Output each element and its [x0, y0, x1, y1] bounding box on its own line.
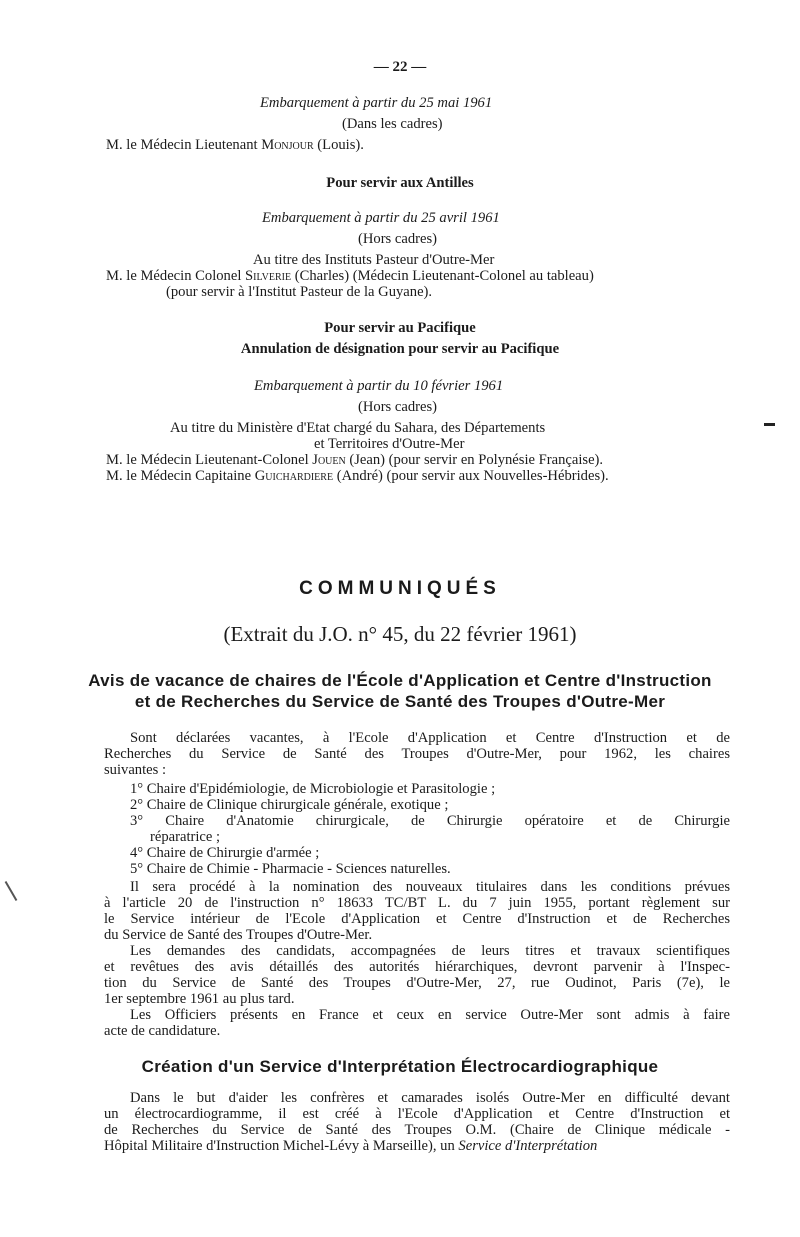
avis-para2-line3: tion du Service de Santé des Troupes d'Outre-Mer, 27, rue Oudinot, Paris (7e), le [104, 975, 730, 991]
chair-item-3-cont: réparatrice ; [150, 829, 221, 845]
avis-intro-line1: Sont déclarées vacantes, à l'Ecole d'Application et Centre d'Instruction et de [130, 730, 730, 746]
ecg-line2: un électrocardiogramme, il est créé à l'Ecole d'Application et Centre d'Instruction et [104, 1106, 730, 1122]
avis-intro-line2: Recherches du Service de Santé des Troupes d'Outre-Mer, pour 1962, les chaires [104, 746, 730, 762]
avis-para3-line2: acte de candidature. [104, 1023, 221, 1039]
person-silverie-assignment: (pour servir à l'Institut Pasteur de la Guyane). [166, 284, 433, 300]
extract-reference: (Extrait du J.O. n° 45, du 22 février 1961) [223, 622, 577, 646]
avis-para1-line4: du Service de Santé des Troupes d'Outre-Mer. [104, 927, 373, 943]
chair-item-3: 3° Chaire d'Anatomie chirurgicale, de Chirurgie opératoire et de Chirurgie [130, 813, 730, 829]
scan-mark [5, 881, 18, 901]
person-guichardiere: M. le Médecin Capitaine Guichardiere (André) (pour servir aux Nouvelles-Hébrides). [106, 468, 609, 484]
title-ministere-line1: Au titre du Ministère d'Etat chargé du Sahara, des Départements [170, 420, 546, 436]
avis-title-line2: et de Recherches du Service de Santé des Troupes d'Outre-Mer [134, 692, 666, 711]
embarkation-date-3: Embarquement à partir du 10 février 1961 [254, 378, 504, 394]
chair-item-1: 1° Chaire d'Epidémiologie, de Microbiologie et Parasitologie ; [130, 781, 496, 797]
ecg-title: Création d'un Service d'Interprétation Électrocardiographique [141, 1057, 659, 1076]
embarkation-date-1: Embarquement à partir du 25 mai 1961 [260, 95, 493, 111]
avis-para1-line2: à l'article 20 de l'instruction n° 18633 TC/BT L. du 7 juin 1955, portant règlement sur [104, 895, 730, 911]
embarkation-date-2: Embarquement à partir du 25 avril 1961 [262, 210, 500, 226]
person-silverie: M. le Médecin Colonel Silverie (Charles) (Médecin Lieutenant-Colonel au tableau) [106, 268, 594, 284]
chair-item-4: 4° Chaire de Chirurgie d'armée ; [130, 845, 320, 861]
person-jouen: M. le Médecin Lieutenant-Colonel Jouen (Jean) (pour servir en Polynésie Française). [106, 452, 604, 468]
person-monjour: M. le Médecin Lieutenant Monjour (Louis). [106, 137, 364, 153]
ecg-line1: Dans le but d'aider les confrères et camarades isolés Outre-Mer en difficulté devant [130, 1090, 730, 1106]
ecg-line3: de Recherches du Service de Santé des Troupes O.M. (Chaire de Clinique médicale - [104, 1122, 730, 1138]
scan-mark [764, 423, 775, 426]
status-hors-cadres-2: (Hors cadres) [358, 399, 438, 415]
status-in-cadres: (Dans les cadres) [342, 116, 443, 132]
status-hors-cadres-1: (Hors cadres) [358, 231, 438, 247]
title-ministere-line2: et Territoires d'Outre-Mer [314, 436, 465, 452]
page-number: — 22 — [373, 59, 427, 75]
heading-antilles: Pour servir aux Antilles [326, 175, 474, 191]
avis-para1-line3: le Service intérieur de l'Ecole d'Application et Centre d'Instruction et de Recherches [104, 911, 730, 927]
subheading-annulation: Annulation de désignation pour servir au Pacifique [240, 341, 560, 357]
heading-pacifique: Pour servir au Pacifique [324, 320, 476, 336]
avis-para3-line1: Les Officiers présents en France et ceux en service Outre-Mer sont admis à faire [130, 1007, 730, 1023]
title-instituts-pasteur: Au titre des Instituts Pasteur d'Outre-Mer [253, 252, 495, 268]
chair-item-2: 2° Chaire de Clinique chirurgicale générale, exotique ; [130, 797, 449, 813]
heading-communiques: COMMUNIQUÉS [299, 578, 501, 599]
avis-intro-line3: suivantes : [104, 762, 167, 778]
avis-para2-line4: 1er septembre 1961 au plus tard. [104, 991, 295, 1007]
chair-item-5: 5° Chaire de Chimie - Pharmacie - Sciences naturelles. [130, 861, 451, 877]
avis-title-line1: Avis de vacance de chaires de l'École d'Application et Centre d'Instruction [88, 671, 712, 690]
avis-para2-line2: et revêtues des avis détaillés des autorités hiérarchiques, devront parvenir à l'Inspec- [104, 959, 730, 975]
ecg-line4: Hôpital Militaire d'Instruction Michel-Lévy à Marseille), un Service d'Interprétation [104, 1138, 598, 1154]
avis-para1-line1: Il sera procédé à la nomination des nouveaux titulaires dans les conditions prévues [130, 879, 730, 895]
avis-para2-line1: Les demandes des candidats, accompagnées de leurs titres et travaux scientifiques [130, 943, 730, 959]
